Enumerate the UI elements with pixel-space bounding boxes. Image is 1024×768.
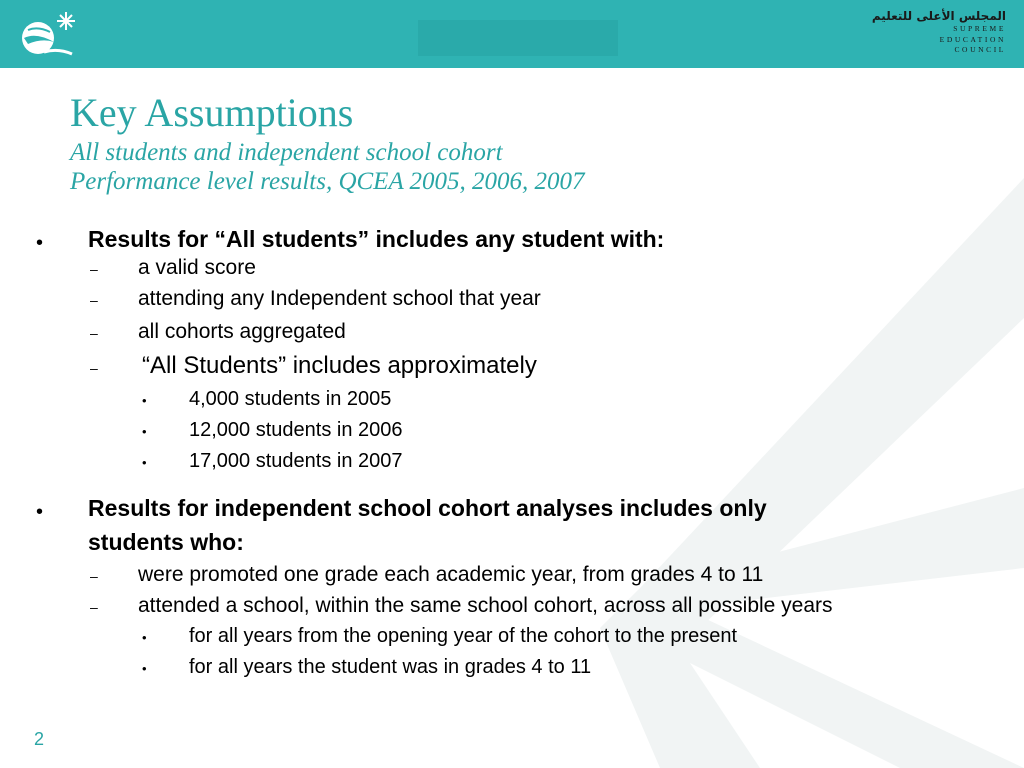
bullet-marker: •	[142, 630, 147, 645]
bullet-marker: •	[142, 455, 147, 470]
bullet-level3: for all years the student was in grades 4 to 11	[189, 656, 592, 678]
bullet-level1: Results for independent school cohort analyses includes only	[88, 495, 767, 521]
slide-subtitle: Performance level results, QCEA 2005, 2006, 2007	[70, 168, 585, 195]
slide-title: Key Assumptions	[70, 90, 354, 135]
dash-marker: –	[90, 360, 98, 376]
bullet-level2: were promoted one grade each academic year, from grades 4 to 11	[138, 563, 764, 586]
bullet-level3: for all years from the opening year of the cohort to the present	[189, 625, 738, 647]
slide-subtitle: All students and independent school cohort	[70, 139, 503, 166]
bullet-level2: “All Students” includes approximately	[142, 352, 537, 379]
dash-marker: –	[90, 325, 98, 341]
brand-english-line: EDUCATION	[939, 34, 1006, 44]
brand-arabic-name: المجلس الأعلى للتعليم	[871, 9, 1006, 23]
bullet-marker: •	[142, 393, 147, 408]
bullet-level2: a valid score	[138, 256, 256, 279]
bullet-level3: 4,000 students in 2005	[189, 388, 392, 410]
dash-marker: –	[90, 568, 98, 584]
bullet-level2: attending any Independent school that year	[138, 287, 541, 310]
dash-marker: –	[90, 261, 98, 277]
bullet-marker: •	[142, 661, 147, 676]
bullet-level3: 12,000 students in 2006	[189, 419, 403, 441]
bullet-marker: •	[142, 424, 147, 439]
bullet-level3: 17,000 students in 2007	[189, 450, 403, 472]
brand-english-line: SUPREME	[953, 24, 1006, 33]
brand-english-line: COUNCIL	[954, 45, 1006, 54]
bullet-marker: •	[36, 501, 44, 523]
bullet-level2: all cohorts aggregated	[138, 320, 346, 343]
bullet-marker: •	[36, 232, 44, 254]
bullet-level1-continued: students who:	[88, 529, 244, 555]
dash-marker: –	[90, 599, 98, 615]
dash-marker: –	[90, 292, 98, 308]
page-number: 2	[34, 729, 45, 749]
bullet-level2: attended a school, within the same school cohort, across all possible years	[138, 594, 833, 617]
bullet-level1: Results for “All students” includes any student with:	[88, 226, 665, 252]
